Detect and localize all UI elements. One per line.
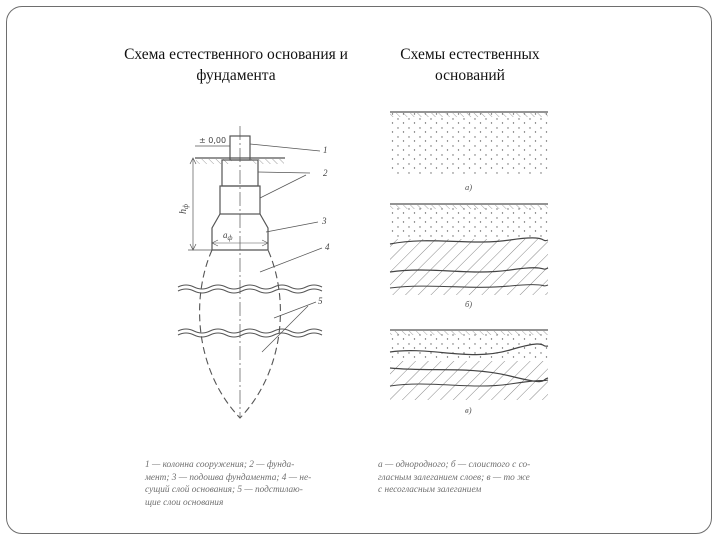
caption-right-line: а — однородного; б — слоистого с со- (378, 460, 531, 470)
soil-layered-discordant (390, 330, 548, 400)
title-right: Схемы естественных оснований (400, 46, 540, 84)
width-label (223, 230, 233, 242)
caption-left-line: сущий слой основания; 5 — подстилаю- (145, 485, 303, 496)
label-b: б) (465, 299, 473, 309)
label-a: а) (465, 182, 473, 192)
caption-left-line: 1 — колонна сооружения; 2 — фунда- (145, 460, 295, 470)
caption-right (378, 459, 578, 497)
layer-boundary-1 (178, 285, 322, 289)
callout-4: 4 (325, 242, 330, 252)
foundation-diagram (178, 126, 322, 418)
depth-label (178, 204, 190, 214)
caption-left (145, 459, 361, 509)
level-label: ± 0,00 (199, 136, 227, 145)
soil-homogeneous (390, 112, 548, 175)
title-left: Схема естественного основания и фундамента (124, 46, 348, 84)
caption-right-line: гласным залеганием слоев; в — то же (378, 472, 530, 483)
width-label-main: a (223, 230, 228, 240)
caption-right-line: с несогласным залеганием (378, 485, 482, 496)
width-label-sub: ф (227, 234, 233, 242)
caption-left-line: мент; 3 — подошва фундамента; 4 — не- (145, 472, 312, 483)
depth-label-main: h (178, 209, 189, 214)
caption-left-line: щие слои основания (145, 497, 224, 508)
label-c: в) (465, 405, 472, 415)
callout-2: 2 (323, 168, 328, 178)
soil-layered-concordant (390, 204, 548, 295)
depth-label-sub: ф (182, 204, 190, 209)
callout-5: 5 (318, 296, 323, 306)
layer-boundary-2 (178, 329, 322, 333)
callout-1: 1 (323, 145, 328, 155)
callout-3: 3 (322, 216, 327, 226)
